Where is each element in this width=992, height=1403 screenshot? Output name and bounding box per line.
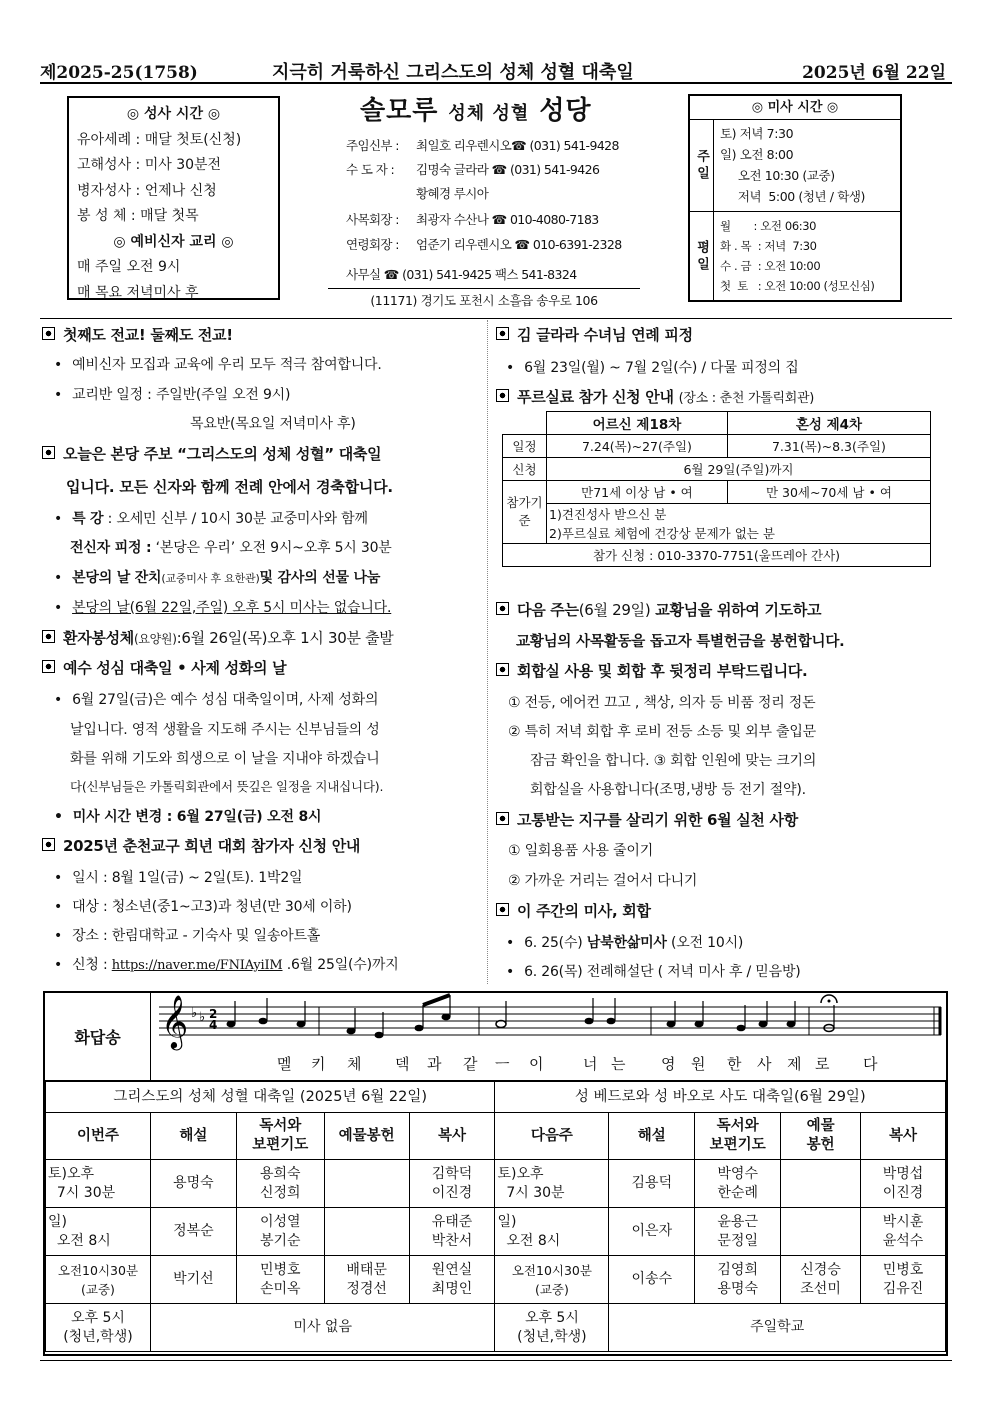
sunday-school-cell: 주일학교 [609, 1304, 946, 1352]
section-feast: 오늘은 본당 주보 “그리스도의 성체 성혈” 대축일 [42, 443, 381, 464]
mass-time: 월 : 오전 06:30 [720, 219, 817, 233]
parish-name: 솔모루 성체 성혈 성당 [360, 96, 592, 126]
pastor-line: 주임신부 : 최일호 리우렌시오☎ (031) 541-9428 [346, 138, 619, 153]
sacrament-line: 고해성사 : 미사 30분전 [77, 157, 222, 173]
parish-address: (11171) 경기도 포천시 소흘읍 송우로 106 [328, 288, 640, 309]
bulletin-title: 지극히 거룩하신 그리스도의 성체 성혈 대축일 [272, 62, 634, 83]
text-line: 교황님의 사목활동을 돕고자 특별헌금을 봉헌합니다. [516, 634, 845, 650]
text-line: ① 일회용품 사용 줄이기 [508, 843, 654, 859]
mass-times-title: ◎ 미사 시간 ◎ [690, 96, 900, 120]
roster-col-header: 독서와 보편기도 [236, 1113, 324, 1160]
psalm-and-roster [43, 991, 948, 1356]
section-sacred-heart: 예수 성심 대축일 • 사제 성화의 날 [42, 657, 286, 678]
text-line: • 대상 : 청소년(중1~고3)과 청년(만 30세 이하) [54, 896, 352, 916]
catechism-title: ◎ 예비신자 교리 ◎ [113, 233, 234, 250]
text-line: • 6. 26(목) 전례해설단 ( 저녁 미사 후 / 믿음방) [506, 961, 801, 981]
section-meeting-room: 회합실 사용 및 회합 후 뒷정리 부탁드립니다. [496, 660, 807, 681]
bulletin-header [40, 54, 952, 84]
text-line: 날입니다. 영적 생활을 지도해 주시는 신부님들의 성 [70, 722, 380, 738]
bottom-divider [40, 1360, 952, 1361]
text-line: • 6월 23일(월) ~ 7월 2일(수) / 다물 피정의 집 [506, 357, 799, 377]
issue-number: 제2025-25(1758) [40, 63, 198, 83]
top-divider [40, 318, 952, 319]
sacrament-line: 유아세례 : 매달 첫토(신청) [77, 131, 242, 148]
sacrament-title: ◎ 성사 시간 ◎ [126, 106, 221, 122]
parish-info [320, 90, 660, 312]
text-line: • 신청 : https://naver.me/FNIAyiIM .6월 25일(수)까지 [54, 954, 399, 974]
roster-col-header: 복사 [409, 1113, 495, 1160]
psalm-label: 화답송 [45, 993, 151, 1081]
roster-col-header: 해설 [609, 1113, 695, 1160]
roster-col-header: 예물 봉헌 [781, 1113, 861, 1160]
section-evangelization: 첫째도 전교! 둘째도 전교! [42, 324, 233, 345]
section-cursillo: 푸르실료 참가 신청 안내 (장소 : 춘천 가톨릭회관) [496, 386, 814, 407]
text-line: • 예비신자 모집과 교육에 우리 모두 적극 참여합니다. [54, 354, 382, 374]
column-divider [487, 320, 488, 984]
section-earth: 고통받는 지구를 살리기 위한 6월 실천 사항 [496, 809, 798, 830]
federation-line: 연령회장 : 엄준기 리우렌시오 ☎ 010-6391-2328 [346, 237, 622, 252]
text-line: • 특 강 : 오세민 신부 / 10시 30분 교중미사와 함께 [54, 508, 368, 528]
cursillo-contact: 참가 신청 : 010-3370-7751(울뜨레아 간사) [503, 544, 931, 567]
weekday-mass-section [690, 212, 900, 302]
text-line: 회합실을 사용합니다(조명,냉방 등 전기 절약). [530, 782, 806, 798]
text-line: 전신자 피정 : ‘본당은 우리’ 오전 9시~오후 5시 30분 [70, 540, 392, 556]
section-sick-communion: 환자봉성체(요양원):6월 26일(목)오후 1시 30분 출발 [42, 627, 394, 648]
office-line: 사무실 ☎ (031) 541-9425 팩스 541-8324 [346, 267, 577, 282]
mass-time: 일) 오전 8:00 [720, 147, 794, 162]
cursillo-row-label: 참가기준 [503, 481, 547, 544]
table-row: 오후 5시 (청년,학생) 미사 없음 오후 5시 (청년,학생) 주일학교 [46, 1304, 946, 1352]
cursillo-col-header: 혼성 제4차 [727, 412, 930, 435]
text-line: • 6. 25(수) 남북한삶미사 (오전 10시) [506, 932, 743, 952]
roster-col-header: 다음주 [495, 1113, 609, 1160]
council-line: 사목회장 : 최광자 수산나 ☎ 010-4080-7183 [346, 212, 599, 227]
cursillo-cell: 만 30세~70세 남 • 여 [727, 481, 930, 504]
text-line: 다(신부님들은 카톨릭회관에서 뜻깊은 일정을 지내십니다). [70, 779, 384, 794]
music-staff-icon [151, 993, 946, 1053]
roster-col-header: 이번주 [46, 1113, 151, 1160]
sister-line: 수 도 자 : 김명숙 글라라 ☎ (031) 541-9426 [346, 162, 600, 177]
text-line: 목요반(목요일 저녁미사 후) [190, 416, 356, 432]
cursillo-row-label: 일정 [503, 435, 547, 458]
jubilee-link[interactable]: https://naver.me/FNIAyiIM [111, 958, 283, 973]
text-line: • 본당의 날 잔치(교중미사 후 요한관)및 감사의 선물 나눔 [54, 567, 380, 587]
roster-col-header: 독서와 보편기도 [695, 1113, 781, 1160]
sunday-label: 주일 [690, 120, 714, 211]
cursillo-cell: 2)푸르실료 체험에 건강상 문제가 없는 분 [547, 524, 931, 544]
sunday-mass-section [690, 120, 900, 212]
section-pope-collection: 다음 주는(6월 29일) 교황님을 위하여 기도하고 [496, 599, 821, 620]
table-row: 오전10시30분 (교중) 박기선 민병호 손미옥 배태문 정경선 원연실 최명인 오전10시30분 (교중) 이송수 김영희 용명숙 신경승 조선미 민병호 김유진 [46, 1256, 946, 1304]
cursillo-cell: 7.31(목)~8.3(주일) [727, 435, 930, 458]
section-weekly: 이 주간의 미사, 회합 [496, 900, 651, 921]
text-line: 잠금 확인을 합니다. ③ 회합 인원에 맞는 크기의 [530, 753, 817, 769]
text-line: • 교리반 일정 : 주일반(주일 오전 9시) [54, 384, 290, 404]
text-line: 화를 위해 기도와 희생으로 이 날을 지내야 하겠습니 [70, 751, 380, 767]
text-line: 입니다. 모든 신자와 함께 전례 안에서 경축합니다. [66, 478, 393, 496]
mass-times-box [688, 94, 902, 302]
roster-col-header: 예물봉헌 [324, 1113, 409, 1160]
svg-text:2: 2 [209, 1007, 218, 1021]
roster-col-header: 해설 [150, 1113, 236, 1160]
liturgy-roster-table [45, 1081, 946, 1352]
text-line: • 본당의 날(6월 22일,주일) 오후 5시 미사는 없습니다. [54, 597, 391, 617]
catechism-line: 매 목요 저녁미사 후 [77, 284, 199, 301]
cursillo-cell: 만71세 이상 남 • 여 [547, 481, 728, 504]
sacrament-line: 병자성사 : 언제나 신청 [77, 182, 217, 199]
mass-time: 수 . 금 : 오전 10:00 [720, 259, 821, 273]
mass-time: 화 . 목 : 저녁 7:30 [720, 239, 817, 253]
text-line: • 일시 : 8월 1일(금) ~ 2일(토). 1박2일 [54, 867, 302, 887]
text-line: • 6월 27일(금)은 예수 성심 대축일이며, 사제 성화의 [54, 689, 378, 709]
roster-col-header: 복사 [861, 1113, 946, 1160]
svg-text:𝄞: 𝄞 [161, 994, 189, 1048]
cursillo-cell: 6월 29일(주일)까지 [547, 458, 931, 481]
text-line: • 장소 : 한림대학교 - 기숙사 및 일송아트홀 [54, 925, 320, 945]
svg-text:♭: ♭ [191, 1006, 198, 1021]
cursillo-cell: 7.24(목)~27(주일) [547, 435, 728, 458]
next-week-feast: 성 베드로와 성 바오로 사도 대축일(6월 29일) [495, 1082, 946, 1113]
text-line: ② 특히 저녁 회합 후 로비 전등 소등 및 외부 출입문 [508, 724, 817, 740]
table-row: 일) 오전 8시 정복순 이성열 봉기순 유태준 박찬서 일) 오전 8시 이은자 윤용근 문정일 박시훈 윤석수 [46, 1208, 946, 1256]
svg-text:♭: ♭ [199, 1010, 206, 1025]
sacrament-line: 봉 성 체 : 매달 첫목 [77, 208, 199, 224]
cursillo-col-header: 어르신 제18차 [547, 412, 728, 435]
table-row: 토)오후 7시 30분 용명숙 용희숙 신정희 김학덕 이진경 토)오후 7시 30분 김용덕 박영수 한순례 박명섭 이진경 [46, 1160, 946, 1208]
text-line: ① 전등, 에어컨 끄고 , 책상, 의자 등 비품 정리 정돈 [508, 695, 816, 711]
text-line: • 미사 시간 변경 : 6월 27일(금) 오전 8시 [54, 806, 321, 826]
weekday-label: 평일 [690, 212, 714, 302]
cursillo-table [502, 411, 931, 567]
mass-time: 오전 10:30 (교중) [720, 168, 835, 183]
this-week-feast: 그리스도의 성체 성혈 대축일 (2025년 6월 22일) [46, 1082, 495, 1113]
bulletin-date: 2025년 6월 22일 [802, 63, 946, 83]
mass-time: 토) 저녁 7:30 [720, 126, 794, 141]
cursillo-cell: 1)견진성사 받으신 분 [547, 504, 931, 524]
mass-time: 첫 토 : 오전 10:00 (성모신심) [720, 279, 875, 293]
catechism-line: 매 주일 오전 9시 [77, 259, 181, 275]
svg-text:4: 4 [209, 1018, 218, 1032]
text-line: ② 가까운 거리는 걸어서 다니기 [508, 873, 698, 889]
section-retreat: 김 글라라 수녀님 연례 피정 [496, 324, 693, 345]
sacrament-times-box [67, 96, 280, 300]
no-mass-cell: 미사 없음 [150, 1304, 495, 1352]
psalm-music: 𝄞 ♭ ♭ 2 4 멜 키 체 덱 과 같 ㅡ 이 너 는 영 원 한 사 제 로 다 [151, 993, 946, 1081]
sister-line-2: 황혜경 루시아 [416, 186, 489, 201]
cursillo-row-label: 신청 [503, 458, 547, 481]
mass-time: 저녁 5:00 (청년 / 학생) [720, 189, 866, 204]
section-jubilee: 2025년 춘천교구 희년 대회 참가자 신청 안내 [42, 835, 360, 856]
